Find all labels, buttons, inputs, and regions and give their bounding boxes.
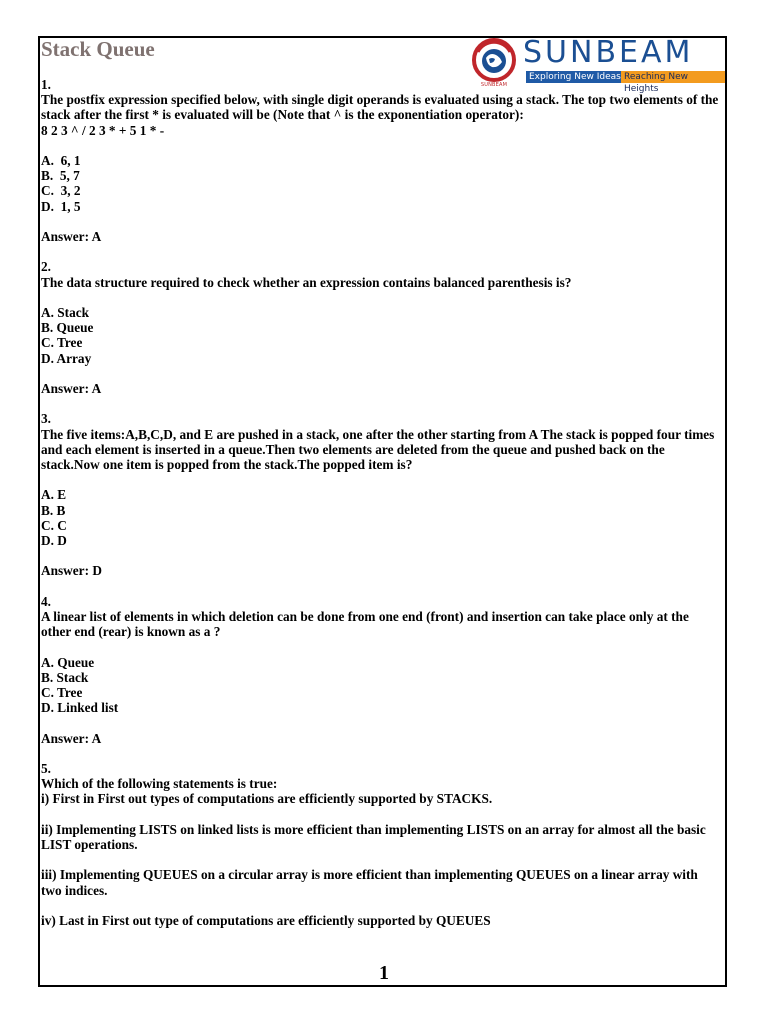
page-number: 1 xyxy=(379,962,389,984)
logo-mark-caption: SUNBEAM xyxy=(480,82,508,88)
question-text: The data structure required to check whether an expression contains balanced parenthesis is? xyxy=(41,274,572,290)
answer-text: Answer: A xyxy=(41,229,102,244)
option-item: A. E xyxy=(41,487,67,503)
option-item: B. Stack xyxy=(41,669,89,685)
question-text: The postfix expression specified below, with single digit operands is evaluated using a stack. The top two elements of the stack after the first * is evaluated will be (Note that ^ is the exponentiation operator): xyxy=(41,92,722,123)
option-item: D. 1, 5 xyxy=(41,198,81,214)
question-text: The five items:A,B,C,D, and E are pushed in a stack, one after the other starting from A The stack is popped four times and each element is inserted in a queue.Then two elements are deleted from the queue and pushed back on the stack.Now one item is popped from the stack.The popped item is? xyxy=(41,426,718,472)
statement-item: ii) Implementing LISTS on linked lists is more efficient than implementing LISTS on an array for almost all the basic LIST operations. xyxy=(41,821,710,852)
document-title: Stack Queue xyxy=(41,37,155,61)
option-item: A. 6, 1 xyxy=(41,153,81,168)
question-number: 3. xyxy=(41,411,51,427)
option-item: B. Queue xyxy=(41,320,94,336)
option-item: C. Tree xyxy=(41,335,83,351)
question-number: 4. xyxy=(41,593,51,609)
option-item: D. Linked list xyxy=(41,700,119,716)
question-expression: 8 2 3 ^ / 2 3 * + 5 1 * - xyxy=(41,122,165,138)
option-item: B. B xyxy=(41,502,66,518)
question-text: A linear list of elements in which deletion can be done from one end (front) and insertion can take place only at the other end (rear) is known as a ? xyxy=(41,608,693,640)
question-text: Which of the following statements is true: xyxy=(41,776,278,792)
statement-item: i) First in First out types of computations are efficiently supported by STACKS. xyxy=(41,791,493,807)
question-number: 2. xyxy=(41,259,51,275)
tagline-right: Reaching New Heights xyxy=(621,71,725,83)
tagline-left: Exploring New Ideas xyxy=(526,71,624,83)
brand-name: SUNBEAM xyxy=(523,35,694,70)
answer-text: Answer: A xyxy=(41,380,102,396)
option-item: C. Tree xyxy=(41,684,83,700)
option-item: A. Stack xyxy=(41,304,90,320)
statement-item: iv) Last in First out type of computations are efficiently supported by QUEUES xyxy=(41,912,491,928)
answer-text: Answer: A xyxy=(41,730,102,746)
option-item: D. Array xyxy=(41,350,92,366)
option-item: C. 3, 2 xyxy=(41,183,81,199)
question-number: 5. xyxy=(41,760,51,776)
option-item: C. C xyxy=(41,517,67,533)
question-number: 1. xyxy=(41,77,51,92)
option-item: D. D xyxy=(41,532,67,548)
globe-logo-icon xyxy=(472,38,516,82)
answer-text: Answer: D xyxy=(41,563,102,579)
statement-item: iii) Implementing QUEUES on a circular array is more efficient than implementing QUEUES on a linear array with two indices. xyxy=(41,867,702,898)
option-item: A. Queue xyxy=(41,654,95,670)
option-item: B. 5, 7 xyxy=(41,168,80,184)
questions-body xyxy=(41,77,721,928)
